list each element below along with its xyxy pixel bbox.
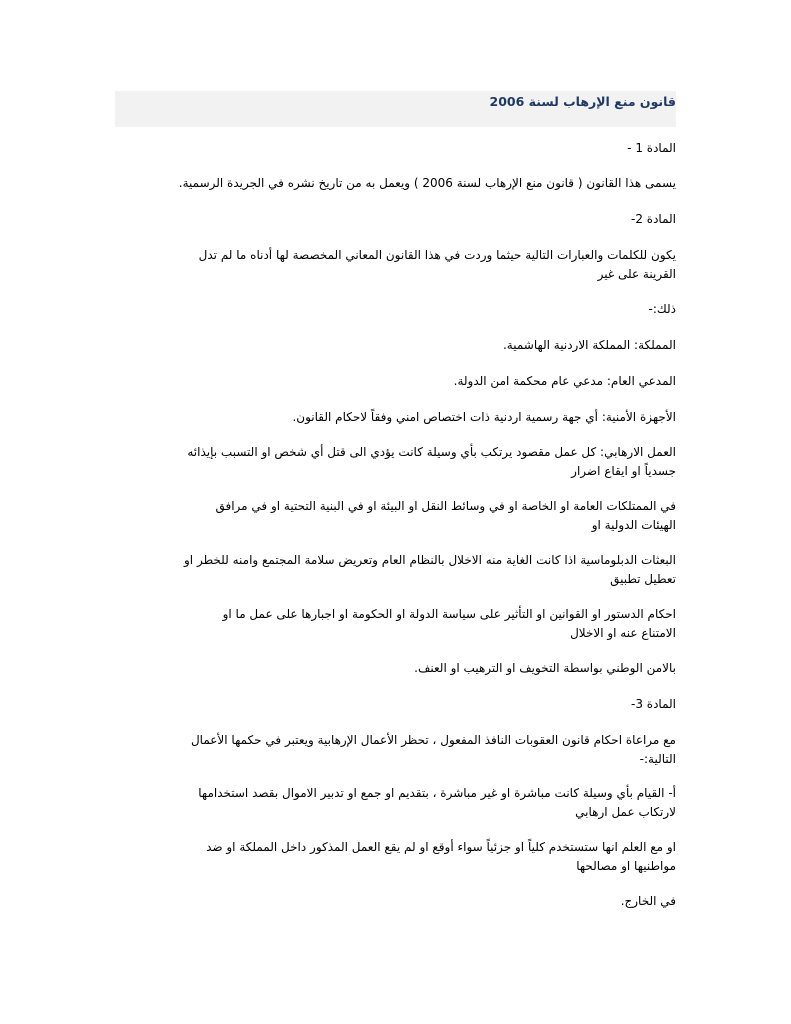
document-title: قانون منع الإرهاب لسنة 2006 [489, 94, 676, 109]
definition-prosecutor: المدعي العام: مدعي عام محكمة امن الدولة. [453, 374, 676, 388]
article-1-heading: المادة 1 - [627, 141, 676, 155]
article-3-heading: المادة 3- [630, 697, 676, 711]
paragraph: او مع العلم انها ستستخدم كلياً او جزئياً سواء أوقع او لم يقع العمل المذكور داخل المملكة او ضد مواطنيها او مصالحها [206, 840, 676, 873]
definition-terrorist-act: العمل الارهابي: كل عمل مقصود يرتكب بأي وسيلة كانت يؤدي الى قتل أي شخص او التسبب بإيذائه جسدياً او ايقاع اضرار [187, 445, 676, 478]
article-2-heading: المادة 2- [630, 212, 676, 226]
paragraph: احكام الدستور او القوانين او التأثير على سياسة الدولة او الحكومة او اجبارها على عمل ما او الامتناع عنه او الاخلال [222, 607, 676, 640]
paragraph: البعثات الدبلوماسية اذا كانت الغاية منه الاخلال بالنظام العام وتعريض سلامة المجتمع وامنه للخطر او تعطيل تطبيق [184, 553, 676, 586]
paragraph: في الممتلكات العامة او الخاصة او في وسائط النقل او البيئة او في البنية التحتية او في مرافق الهيئات الدولية او [215, 499, 676, 532]
paragraph: بالامن الوطني بواسطة التخويف او الترهيب او العنف. [414, 661, 676, 675]
paragraph: في الخارج. [620, 894, 676, 908]
paragraph: يسمى هذا القانون ( قانون منع الإرهاب لسنة 2006 ) ويعمل به من تاريخ نشره في الجريدة الرسمية. [178, 176, 676, 190]
paragraph: مع مراعاة احكام قانون العقوبات النافذ المفعول ، تحظر الأعمال الإرهابية ويعتبر في حكمها الأعمال التالية:- [190, 733, 676, 766]
paragraph: ذلك:- [648, 302, 676, 316]
clause-a: أ- القيام بأي وسيلة كانت مباشرة او غير مباشرة ، بتقديم او جمع او تدبير الاموال بقصد استخدامها لارتكاب عمل ارهابي [198, 786, 676, 819]
definition-security-agencies: الأجهزة الأمنية: أي جهة رسمية اردنية ذات اختصاص امني وفقاً لاحكام القانون. [292, 410, 676, 424]
paragraph: يكون للكلمات والعبارات التالية حيثما وردت في هذا القانون المعاني المخصصة لها أدناه ما لم تدل القرينة على غير [198, 248, 676, 281]
definition-kingdom: المملكة: المملكة الاردنية الهاشمية. [502, 338, 676, 352]
